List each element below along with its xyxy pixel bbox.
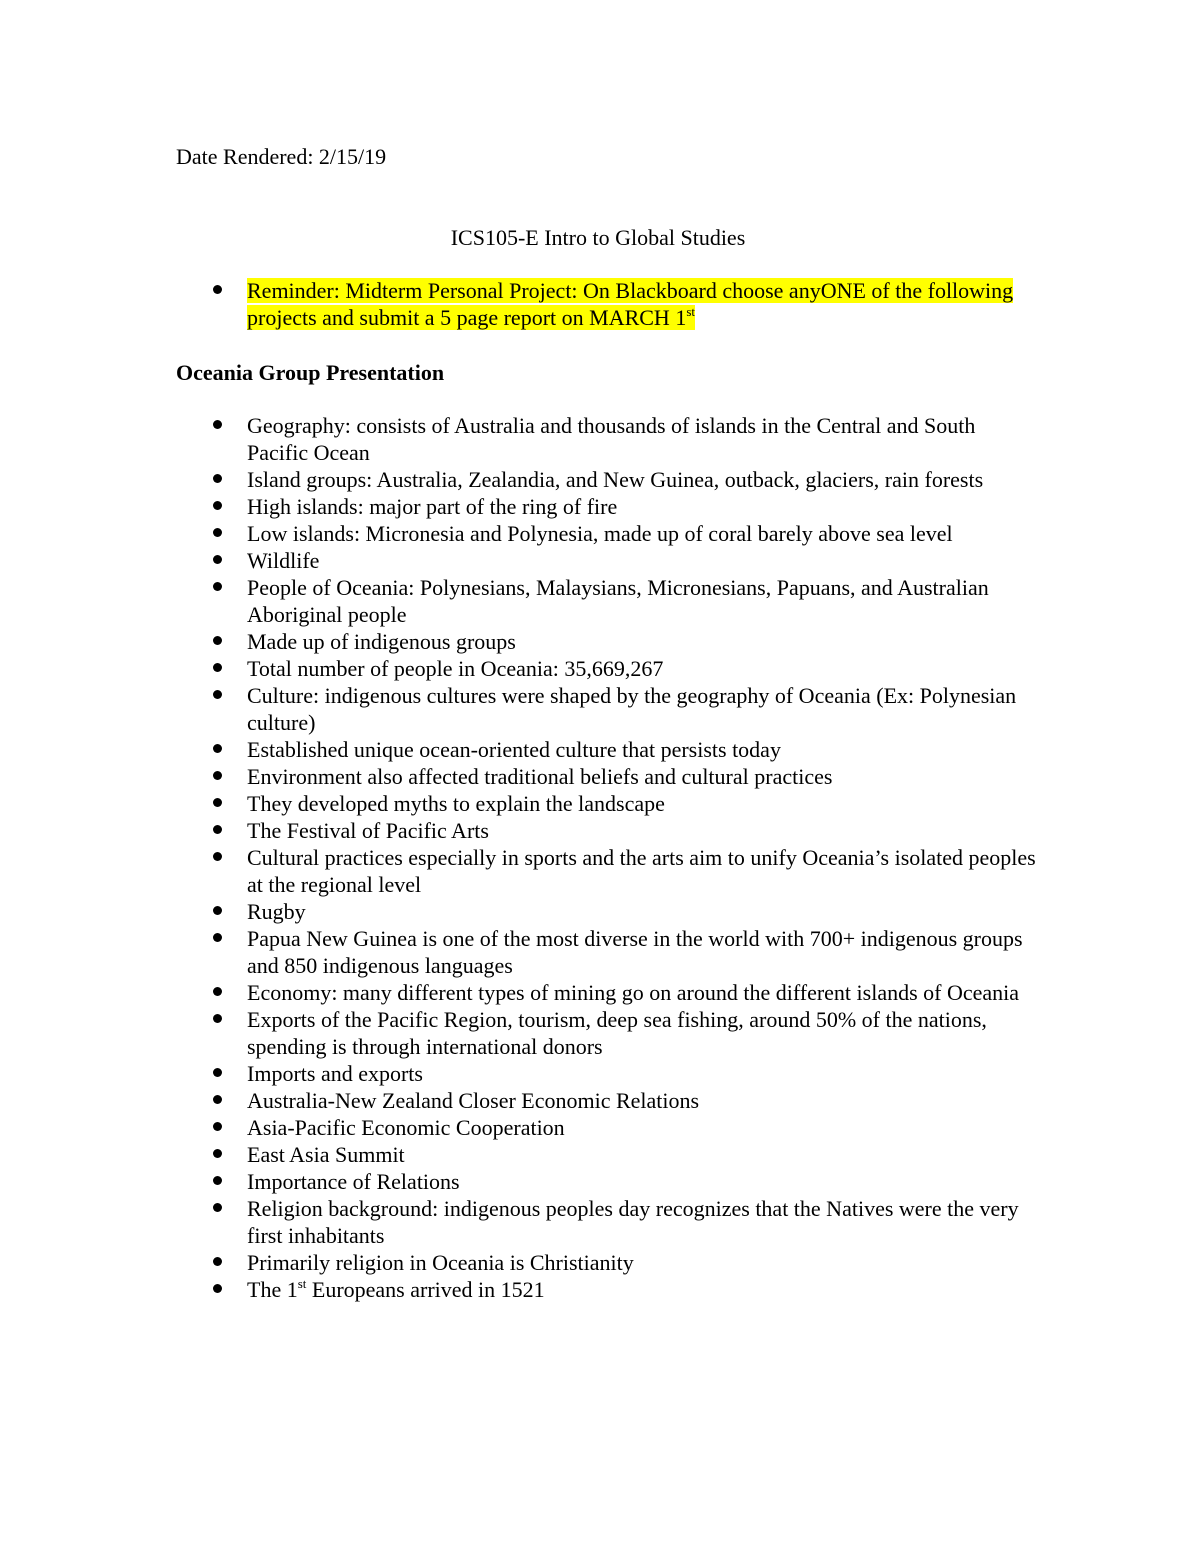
reminder-text: Reminder: Midterm Personal Project: On Blackboard choose anyONE of the following projects and submit a 5 page report on MARCH 1 xyxy=(247,278,1014,330)
list-item-text: Cultural practices especially in sports and the arts aim to unify Oceania’s isolated peoples at the regional level xyxy=(247,845,1036,897)
list-item xyxy=(176,1006,1036,1060)
list-item-text: Imports and exports xyxy=(247,1061,423,1086)
list-item-text: High islands: major part of the ring of fire xyxy=(247,494,618,519)
list-item xyxy=(176,898,1036,925)
bullet-icon xyxy=(213,1284,222,1293)
bullet-icon xyxy=(213,744,222,753)
list-item-text: Religion background: indigenous peoples day recognizes that the Natives were the very first inhabitants xyxy=(247,1196,1019,1248)
bullet-icon xyxy=(213,906,222,915)
list-item-text: Rugby xyxy=(247,899,306,924)
list-item xyxy=(176,1276,1036,1303)
list-item-text: Papua New Guinea is one of the most diverse in the world with 700+ indigenous groups and 850 indigenous languages xyxy=(247,926,1023,978)
reminder-list xyxy=(176,277,1036,331)
bullet-icon xyxy=(213,825,222,834)
list-item xyxy=(176,547,1036,574)
list-item xyxy=(176,655,1036,682)
list-item xyxy=(176,736,1036,763)
list-item-text: Importance of Relations xyxy=(247,1169,460,1194)
bullet-icon xyxy=(213,285,222,294)
list-item-text: Culture: indigenous cultures were shaped by the geography of Oceania (Ex: Polynesian culture) xyxy=(247,683,1017,735)
bullet-icon xyxy=(213,1014,222,1023)
list-item xyxy=(176,790,1036,817)
list-item xyxy=(176,466,1036,493)
list-item-text: The 1 xyxy=(247,1277,298,1302)
date-rendered: Date Rendered: 2/15/19 xyxy=(176,144,387,169)
bullet-icon xyxy=(213,420,222,429)
list-item xyxy=(176,979,1036,1006)
reminder-highlight xyxy=(247,278,1013,330)
bullet-icon xyxy=(213,1122,222,1131)
reminder-superscript: st xyxy=(686,304,695,319)
list-item xyxy=(176,817,1036,844)
list-item xyxy=(176,763,1036,790)
bullet-icon xyxy=(213,933,222,942)
list-item xyxy=(176,1249,1036,1276)
list-item-text: Asia-Pacific Economic Cooperation xyxy=(247,1115,565,1140)
list-item xyxy=(176,925,1036,979)
bullet-icon xyxy=(213,501,222,510)
bullet-icon xyxy=(213,528,222,537)
list-item-text: Economy: many different types of mining go on around the different islands of Oceania xyxy=(247,980,1020,1005)
bullet-icon xyxy=(213,771,222,780)
list-item-text: People of Oceania: Polynesians, Malaysians, Micronesians, Papuans, and Australian Aboriginal people xyxy=(247,575,989,627)
list-item-text: The Festival of Pacific Arts xyxy=(247,818,489,843)
bullet-icon xyxy=(213,1068,222,1077)
bullet-icon xyxy=(213,690,222,699)
bullet-icon xyxy=(213,987,222,996)
list-item xyxy=(176,1114,1036,1141)
bullet-icon xyxy=(213,1149,222,1158)
list-item-text: Environment also affected traditional beliefs and cultural practices xyxy=(247,764,833,789)
list-item xyxy=(176,1060,1036,1087)
list-item xyxy=(176,574,1036,628)
reminder-item xyxy=(176,277,1036,331)
section-heading: Oceania Group Presentation xyxy=(176,360,445,385)
bullet-icon xyxy=(213,474,222,483)
list-item xyxy=(176,493,1036,520)
list-item-text: Established unique ocean-oriented culture that persists today xyxy=(247,737,781,762)
bullet-icon xyxy=(213,1095,222,1104)
list-item xyxy=(176,1087,1036,1114)
list-item-text: Exports of the Pacific Region, tourism, deep sea fishing, around 50% of the nations, spending is through international donors xyxy=(247,1007,987,1059)
bullet-icon xyxy=(213,1257,222,1266)
bullet-icon xyxy=(213,555,222,564)
list-item xyxy=(176,520,1036,547)
list-item-text: Geography: consists of Australia and thousands of islands in the Central and South Pacific Ocean xyxy=(247,413,976,465)
bullet-icon xyxy=(213,852,222,861)
list-item-superscript: st xyxy=(297,1276,307,1291)
list-item-text: East Asia Summit xyxy=(247,1142,405,1167)
list-item-text: Total number of people in Oceania: 35,669,267 xyxy=(247,656,664,681)
list-item xyxy=(176,1195,1036,1249)
course-title: ICS105-E Intro to Global Studies xyxy=(450,225,746,250)
bullet-icon xyxy=(213,582,222,591)
list-item xyxy=(176,1168,1036,1195)
bullet-icon xyxy=(213,798,222,807)
bullet-icon xyxy=(213,636,222,645)
bullet-icon xyxy=(213,1203,222,1212)
list-item xyxy=(176,412,1036,466)
list-item-text-continued: Europeans arrived in 1521 xyxy=(306,1277,545,1302)
bullet-icon xyxy=(213,1176,222,1185)
list-item xyxy=(176,844,1036,898)
list-item-text: Island groups: Australia, Zealandia, and New Guinea, outback, glaciers, rain forests xyxy=(247,467,984,492)
list-item-text: Made up of indigenous groups xyxy=(247,629,516,654)
bullet-icon xyxy=(213,663,222,672)
list-item-text: Australia-New Zealand Closer Economic Relations xyxy=(247,1088,700,1113)
list-item-text: They developed myths to explain the landscape xyxy=(247,791,665,816)
list-item-text: Primarily religion in Oceania is Christianity xyxy=(247,1250,634,1275)
list-item-text: Low islands: Micronesia and Polynesia, made up of coral barely above sea level xyxy=(247,521,953,546)
list-item xyxy=(176,1141,1036,1168)
list-item-text: Wildlife xyxy=(247,548,320,573)
list-item xyxy=(176,628,1036,655)
oceania-bullet-list xyxy=(176,412,1036,1303)
list-item xyxy=(176,682,1036,736)
